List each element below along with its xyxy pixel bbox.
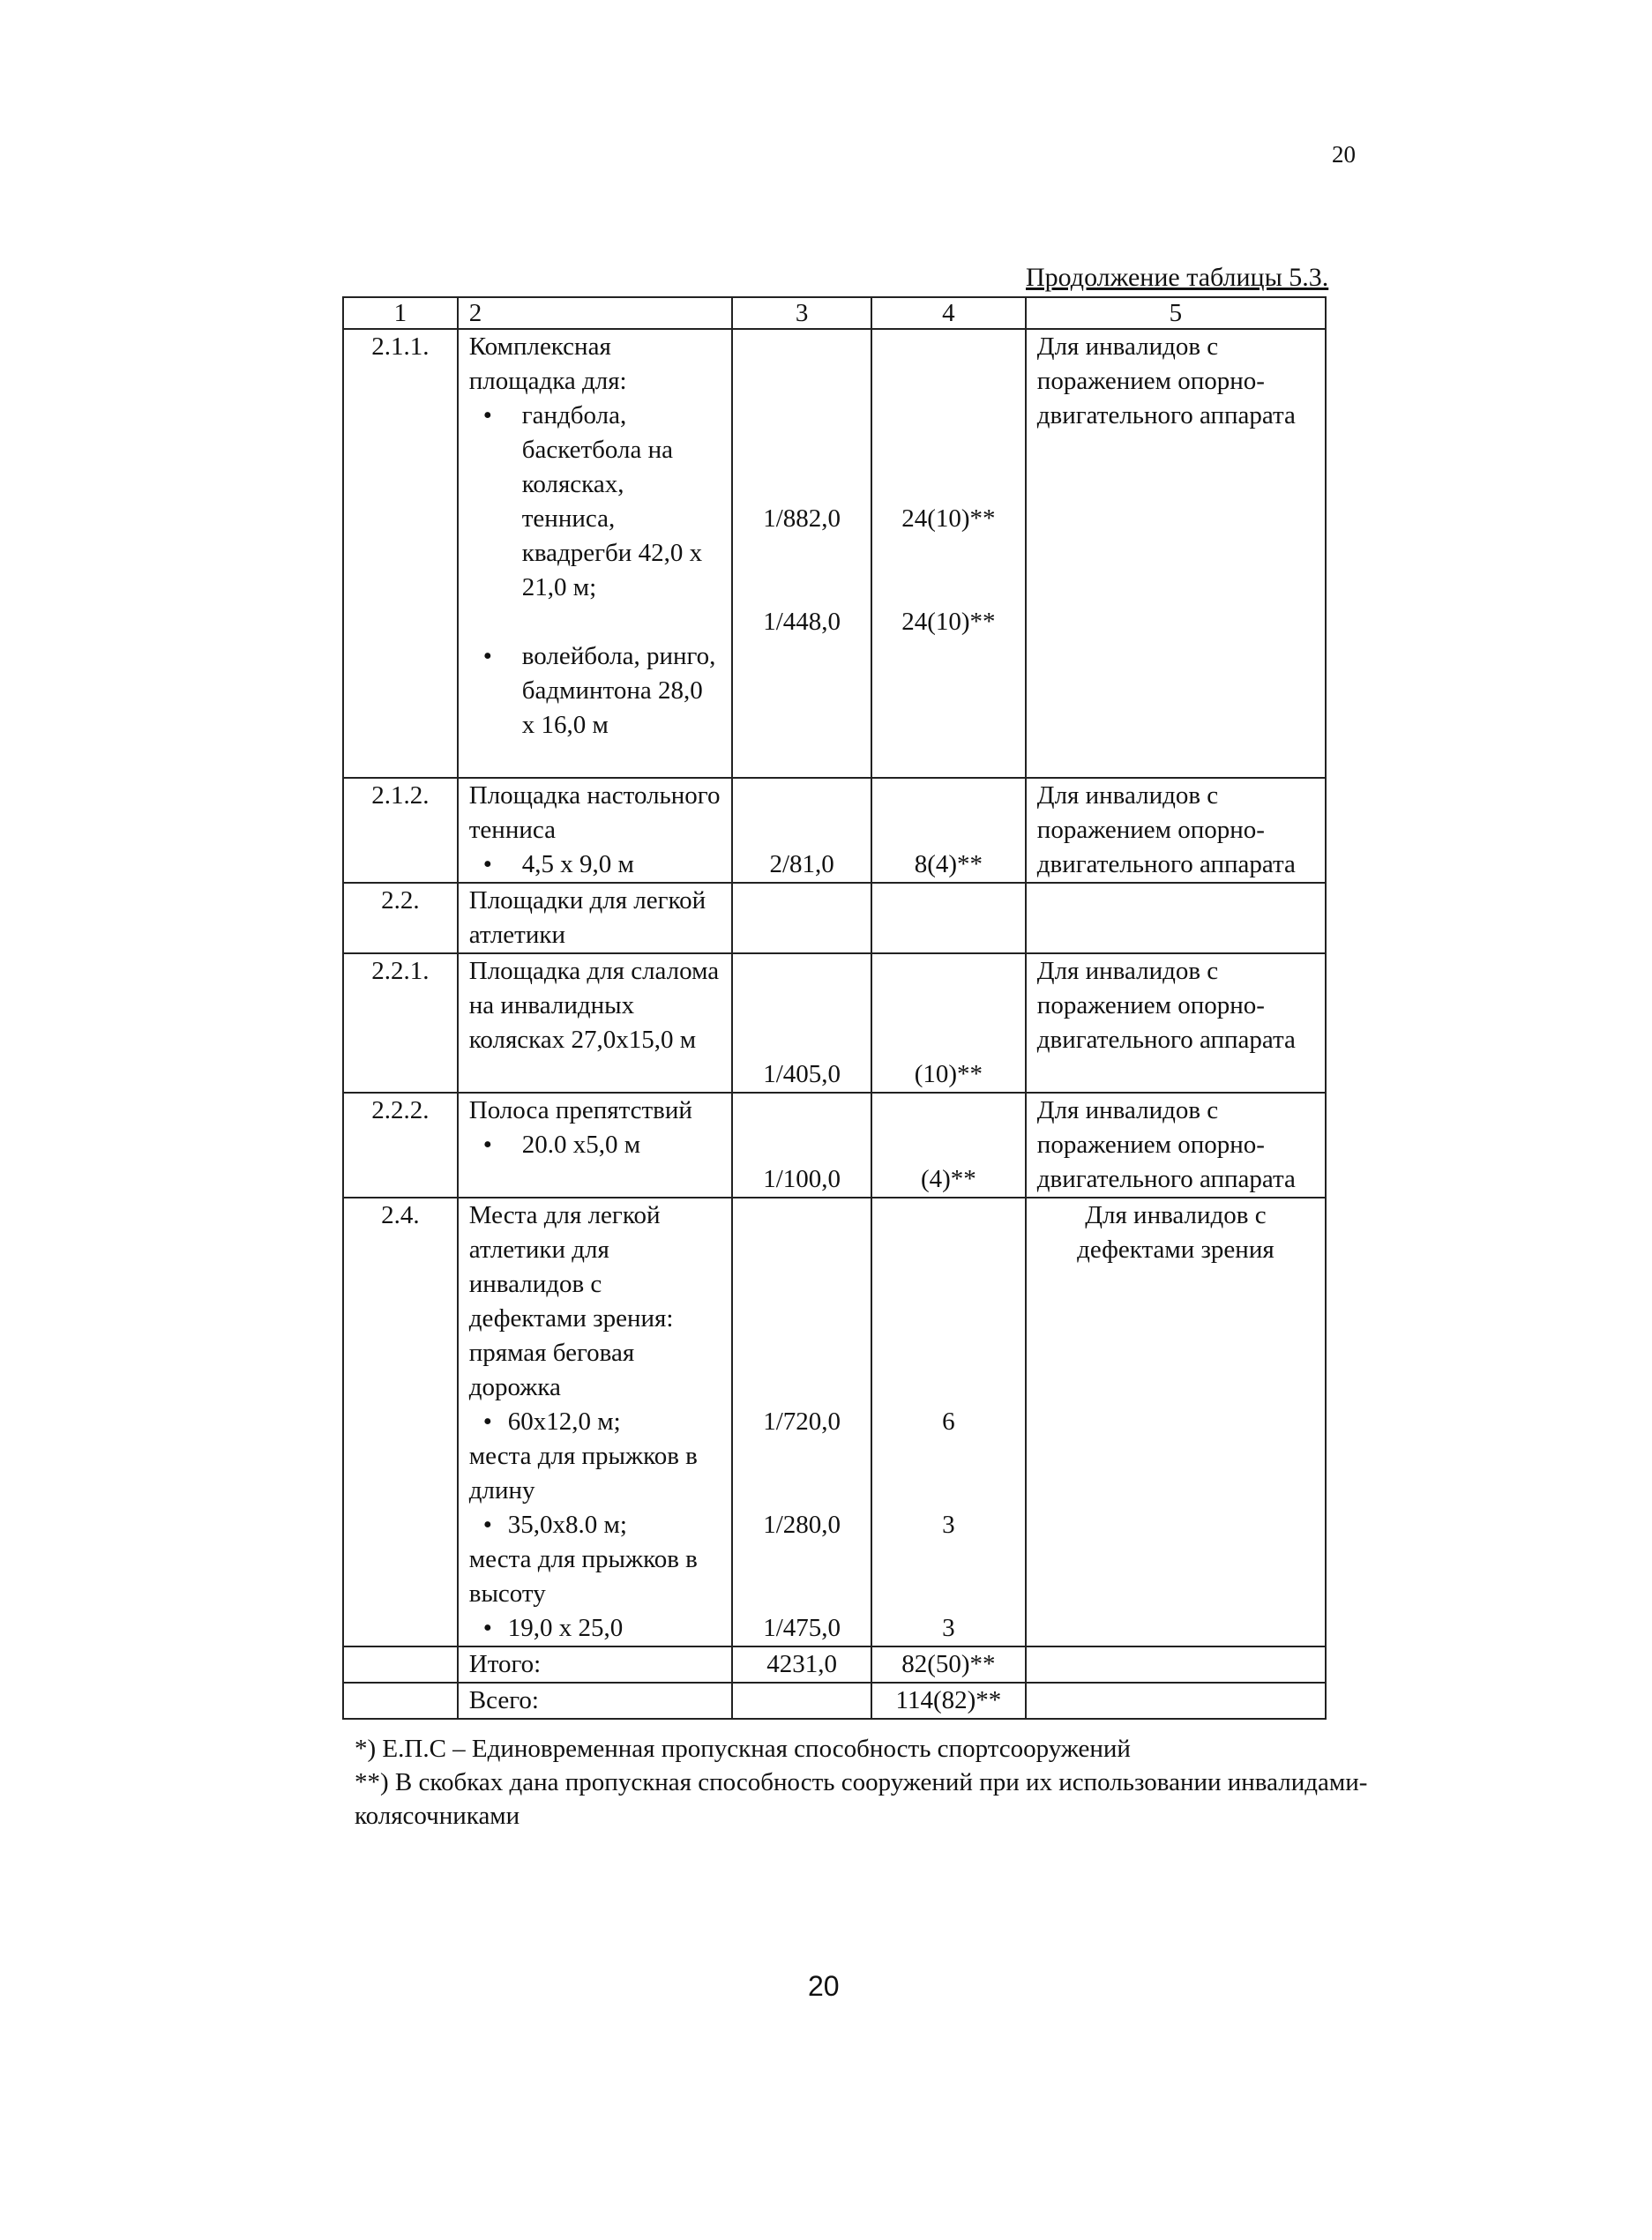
table-row — [343, 883, 1326, 953]
row-description: Площадки для легкой атлетики — [458, 883, 733, 953]
total-throughput: 82(50)** — [871, 1646, 1026, 1683]
header-col-2: 2 — [458, 297, 733, 329]
row-number: 2.1.1. — [343, 329, 458, 778]
capacity-cell — [732, 883, 871, 953]
row-note: Для инвалидов с дефектами зрения — [1026, 1198, 1326, 1646]
row-description: Комплексная площадка для: • гандбола, баскетбола на колясках, тенниса, квадрегби 42,0 х 21,0 м; • волейбола, ринго, бадминтона 28,0 х 16,0 м — [458, 329, 733, 778]
total-row — [343, 1646, 1326, 1683]
row-number: 2.2. — [343, 883, 458, 953]
list-item: • волейбола, ринго, бадминтона 28,0 х 16,0 м — [469, 639, 721, 743]
header-col-3: 3 — [732, 297, 871, 329]
list-item: • 4,5 х 9,0 м — [469, 847, 721, 882]
grand-total-label: Всего: — [458, 1683, 733, 1719]
table-row — [343, 1198, 1326, 1646]
throughput-cell: 24(10)** 24(10)** — [871, 329, 1026, 778]
table-row — [343, 778, 1326, 883]
header-col-1: 1 — [343, 297, 458, 329]
row-note — [1026, 883, 1326, 953]
capacity-cell: 2/81,0 — [732, 778, 871, 883]
table-row — [343, 329, 1326, 778]
list-item: • 19,0 х 25,0 — [469, 1611, 721, 1646]
row-note: Для инвалидов с поражением опорно-двигательного аппарата — [1026, 1093, 1326, 1198]
capacity-cell: 1/720,0 1/280,0 1/475,0 — [732, 1198, 871, 1646]
row-description: Площадка настольного тенниса • 4,5 х 9,0 м — [458, 778, 733, 883]
throughput-cell: (10)** — [871, 953, 1026, 1093]
throughput-cell — [871, 883, 1026, 953]
footnote: *) Е.П.С – Единовременная пропускная способность спортсооружений — [355, 1735, 1131, 1763]
row-note: Для инвалидов с поражением опорно-двигательного аппарата — [1026, 778, 1326, 883]
data-table — [342, 296, 1327, 1720]
total-label: Итого: — [458, 1646, 733, 1683]
header-col-5: 5 — [1026, 297, 1326, 329]
list-item: • гандбола, баскетбола на колясках, тенниса, квадрегби 42,0 х 21,0 м; — [469, 399, 721, 605]
capacity-cell: 1/882,0 1/448,0 — [732, 329, 871, 778]
footnote: **) В скобках дана пропускная способность сооружений при их использовании инвалидами-колясочниками — [355, 1768, 1368, 1830]
row-number: 2.2.2. — [343, 1093, 458, 1198]
grand-total-row — [343, 1683, 1326, 1719]
row-note: Для инвалидов с поражением опорно-двигательного аппарата — [1026, 953, 1326, 1093]
page-number-top: 20 — [1332, 141, 1356, 168]
grand-total-throughput: 114(82)** — [871, 1683, 1026, 1719]
list-item: • 20.0 х5,0 м — [469, 1128, 721, 1162]
throughput-cell: 6 3 3 — [871, 1198, 1026, 1646]
row-description: Полоса препятствий • 20.0 х5,0 м — [458, 1093, 733, 1198]
header-col-4: 4 — [871, 297, 1026, 329]
row-number: 2.1.2. — [343, 778, 458, 883]
page-number-bottom: 20 — [808, 1970, 840, 2002]
table-continuation-label: Продолжение таблицы 5.3. — [1026, 263, 1329, 292]
throughput-cell: 8(4)** — [871, 778, 1026, 883]
table-row — [343, 953, 1326, 1093]
throughput-cell: (4)** — [871, 1093, 1026, 1198]
row-number: 2.4. — [343, 1198, 458, 1646]
table-header-row — [343, 297, 1326, 329]
row-number: 2.2.1. — [343, 953, 458, 1093]
total-capacity: 4231,0 — [732, 1646, 871, 1683]
row-description: Площадка для слалома на инвалидных колясках 27,0х15,0 м — [458, 953, 733, 1093]
footnotes — [355, 1732, 1378, 1833]
capacity-cell: 1/100,0 — [732, 1093, 871, 1198]
table-row — [343, 1093, 1326, 1198]
capacity-cell: 1/405,0 — [732, 953, 871, 1093]
row-note: Для инвалидов с поражением опорно-двигательного аппарата — [1026, 329, 1326, 778]
list-item: • 60х12,0 м; — [469, 1405, 721, 1439]
list-item: • 35,0х8.0 м; — [469, 1508, 721, 1542]
row-description: Места для легкой атлетики для инвалидов с дефектами зрения: прямая беговая дорожка • 60х12,0 м; места для прыжков в длину • 35,0х8.0 м; места для прыжков в высоту • 19,0 х 25,0 — [458, 1198, 733, 1646]
